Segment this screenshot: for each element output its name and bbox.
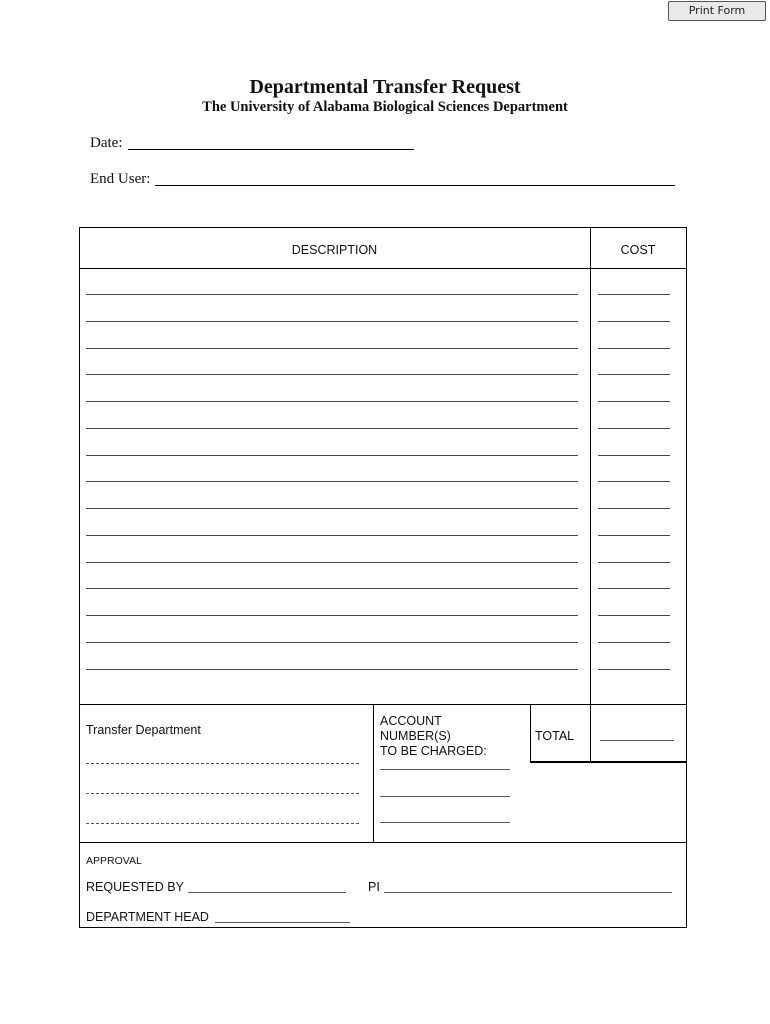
cost-line[interactable] [598, 588, 670, 589]
transfer-column-divider [373, 704, 374, 842]
cost-line[interactable] [598, 481, 670, 482]
table-border-top [79, 227, 687, 228]
account-number-line-3[interactable] [380, 822, 510, 823]
transfer-department-line-2[interactable] [86, 793, 359, 794]
cost-line[interactable] [598, 615, 670, 616]
approval-divider [79, 842, 687, 843]
table-header-divider [79, 268, 687, 269]
account-label-line-1: ACCOUNT [380, 714, 442, 728]
account-number-line-1[interactable] [380, 769, 510, 770]
description-line[interactable] [86, 562, 578, 563]
table-border-right [686, 227, 687, 927]
requested-by-label: REQUESTED BY [86, 880, 184, 894]
page-subtitle: The University of Alabama Biological Sciences Department [202, 99, 568, 115]
cost-line[interactable] [598, 401, 670, 402]
description-line[interactable] [86, 455, 578, 456]
end-user-label: End User: [90, 171, 151, 187]
description-line[interactable] [86, 669, 578, 670]
print-form-button[interactable]: Print Form [668, 1, 766, 21]
date-label: Date: [90, 135, 123, 151]
account-numbers-label [380, 714, 487, 759]
total-field[interactable] [600, 740, 674, 741]
description-line[interactable] [86, 588, 578, 589]
cost-line[interactable] [598, 321, 670, 322]
cost-header: COST [620, 243, 656, 257]
requested-by-field[interactable] [188, 892, 346, 893]
page-title: Departmental Transfer Request [249, 76, 521, 98]
cost-line[interactable] [598, 562, 670, 563]
cost-line[interactable] [598, 374, 670, 375]
cost-line[interactable] [598, 535, 670, 536]
description-line[interactable] [86, 348, 578, 349]
description-line[interactable] [86, 321, 578, 322]
description-line[interactable] [86, 642, 578, 643]
description-line[interactable] [86, 428, 578, 429]
description-line[interactable] [86, 294, 578, 295]
total-label: TOTAL [535, 729, 575, 743]
table-body-divider [79, 704, 687, 705]
cost-line[interactable] [598, 428, 670, 429]
approval-label: APPROVAL [86, 855, 142, 867]
cost-line[interactable] [598, 348, 670, 349]
description-header: DESCRIPTION [291, 243, 378, 257]
transfer-department-line-1[interactable] [86, 763, 359, 764]
cost-line[interactable] [598, 294, 670, 295]
total-label-divider [530, 704, 531, 761]
account-number-line-2[interactable] [380, 796, 510, 797]
cost-line[interactable] [598, 455, 670, 456]
pi-field[interactable] [384, 892, 672, 893]
account-label-line-2: NUMBER(S) [380, 729, 451, 743]
pi-label: PI [368, 880, 380, 894]
transfer-department-line-3[interactable] [86, 823, 359, 824]
description-line[interactable] [86, 374, 578, 375]
account-label-line-3: TO BE CHARGED: [380, 744, 487, 758]
description-line[interactable] [86, 401, 578, 402]
cost-line[interactable] [598, 508, 670, 509]
description-line[interactable] [86, 535, 578, 536]
cost-line[interactable] [598, 669, 670, 670]
description-line[interactable] [86, 615, 578, 616]
department-head-label: DEPARTMENT HEAD [86, 910, 209, 924]
description-line[interactable] [86, 481, 578, 482]
department-head-field[interactable] [215, 922, 350, 923]
table-border-left [79, 227, 80, 927]
end-user-field[interactable] [155, 185, 675, 186]
cost-column-divider [590, 227, 591, 761]
table-border-bottom [79, 927, 687, 928]
total-box-bottom [530, 761, 687, 763]
transfer-department-label: Transfer Department [86, 723, 201, 737]
description-line[interactable] [86, 508, 578, 509]
date-field[interactable] [128, 149, 414, 150]
cost-line[interactable] [598, 642, 670, 643]
